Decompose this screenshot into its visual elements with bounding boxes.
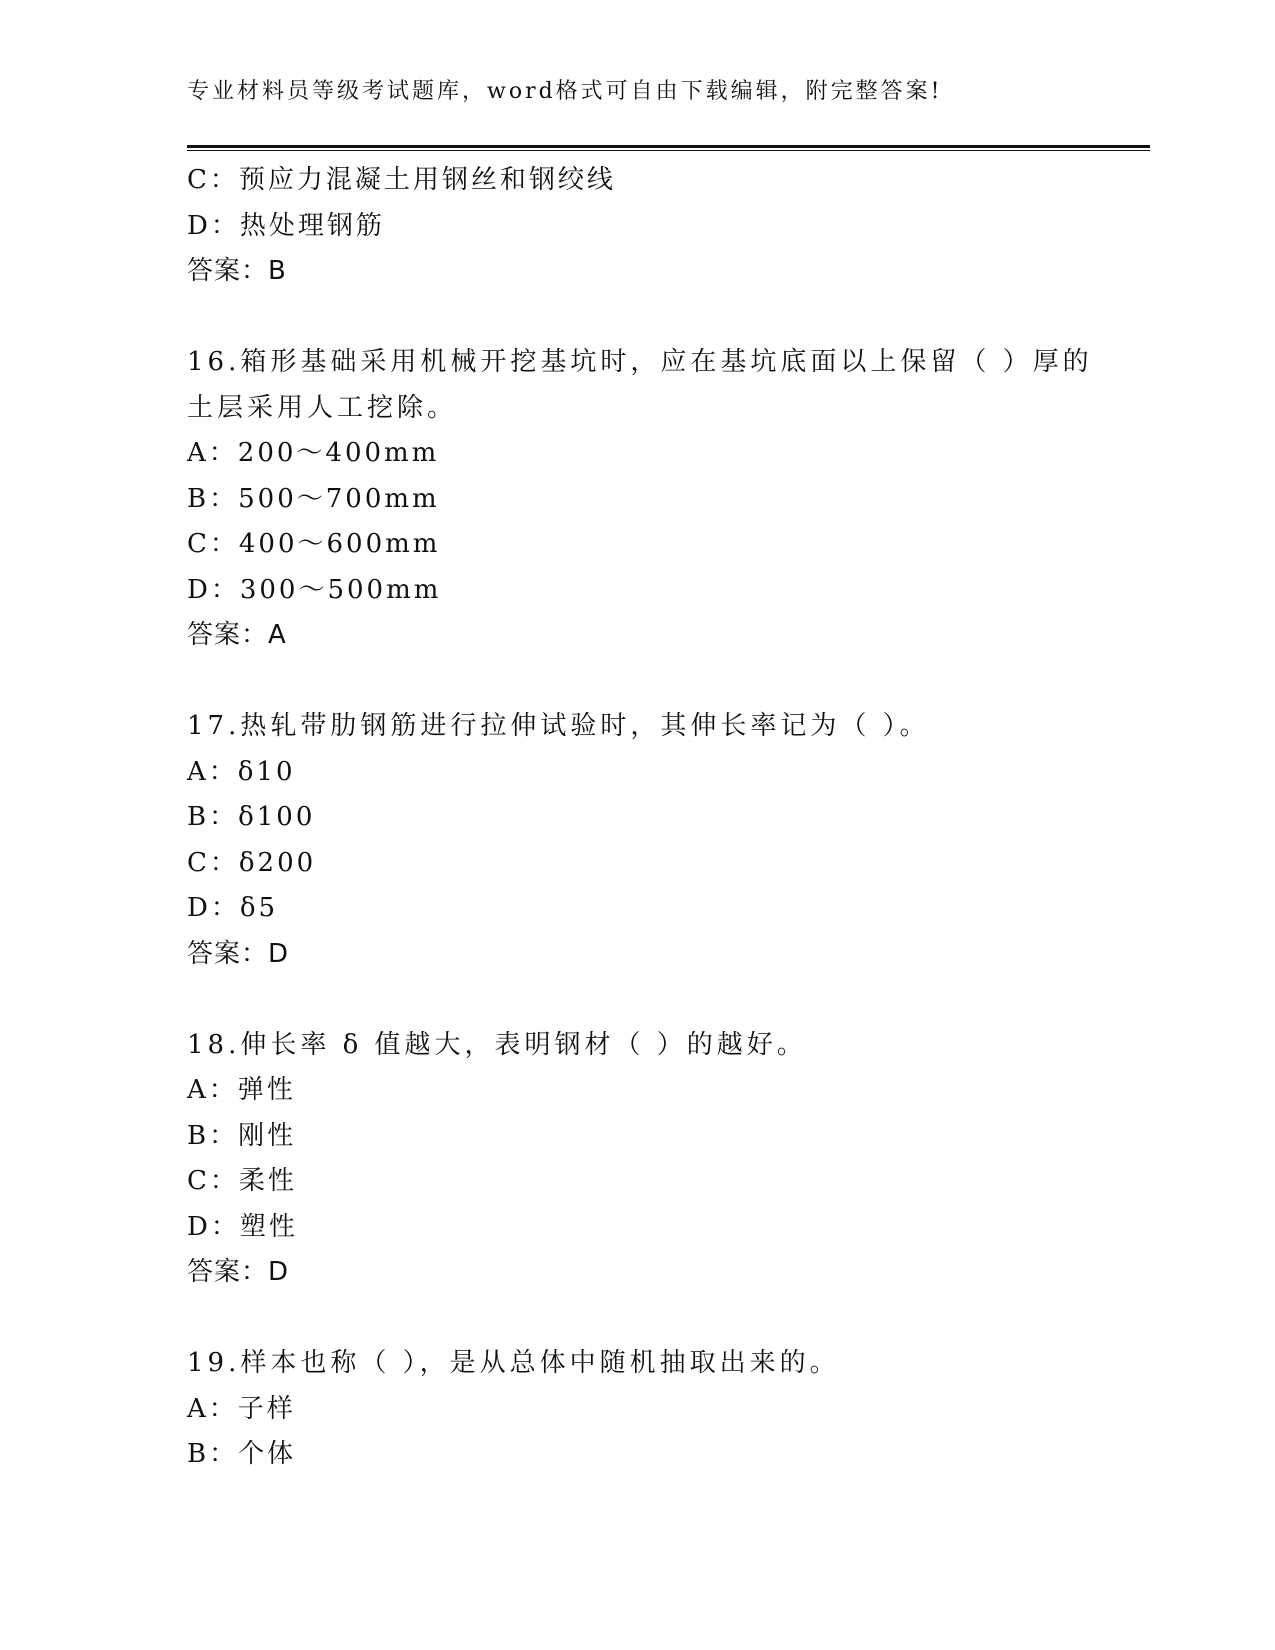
header-rule-thick [187,145,1150,148]
question-19-stem: 19.样本也称（ ），是从总体中随机抽取出来的。 [187,1348,840,1378]
question-17-stem: 17.热轧带肋钢筋进行拉伸试验时，其伸长率记为（ ）。 [187,711,930,741]
question-18-stem: 18.伸长率 δ 值越大，表明钢材（ ）的越好。 [187,1029,807,1060]
question-content [187,158,1093,1478]
question-18-option-c: C：柔性 [187,1166,297,1196]
question-19-option-a: A：子样 [187,1393,296,1424]
question-18-option-a: A：弹性 [187,1075,296,1105]
page-header: 专业材料员等级考试题库，word格式可自由下载编辑，附完整答案! [187,79,943,104]
question-16-option-d: D：300～500mm [187,574,442,605]
spacer [187,1296,1087,1342]
question-18-option-b: B：刚性 [187,1120,297,1151]
spacer [187,977,1087,1023]
question-17-option-d: D：δ5 [187,893,279,923]
question-16-option-a: A：200～400mm [187,438,440,468]
option-c: C：预应力混凝土用钢丝和钢绞线 [187,165,616,195]
spacer [187,659,1087,705]
question-17-option-a: A：δ10 [187,756,296,787]
question-16-stem-line-1: 16.箱形基础采用机械开挖基坑时，应在基坑底面以上保留（ ）厚的 [187,347,1093,377]
question-16-answer: 答案：A [187,620,287,650]
header-rule-thin [187,150,1150,151]
question-16-stem-line-2: 土层采用人工挖除。 [187,392,458,423]
question-16-option-c: C：400～600mm [187,529,441,559]
question-18-option-d: D：塑性 [187,1211,298,1242]
question-18-answer: 答案：D [187,1257,290,1287]
question-17-answer: 答案：D [187,938,290,969]
spacer [187,295,1087,341]
answer-line: 答案：B [187,256,287,286]
question-17-option-c: C：δ200 [187,847,317,878]
question-19-option-b: B：个体 [187,1439,297,1469]
option-d: D：热处理钢筋 [187,210,385,241]
question-17-option-b: B：δ100 [187,802,316,832]
question-16-option-b: B：500～700mm [187,483,440,514]
